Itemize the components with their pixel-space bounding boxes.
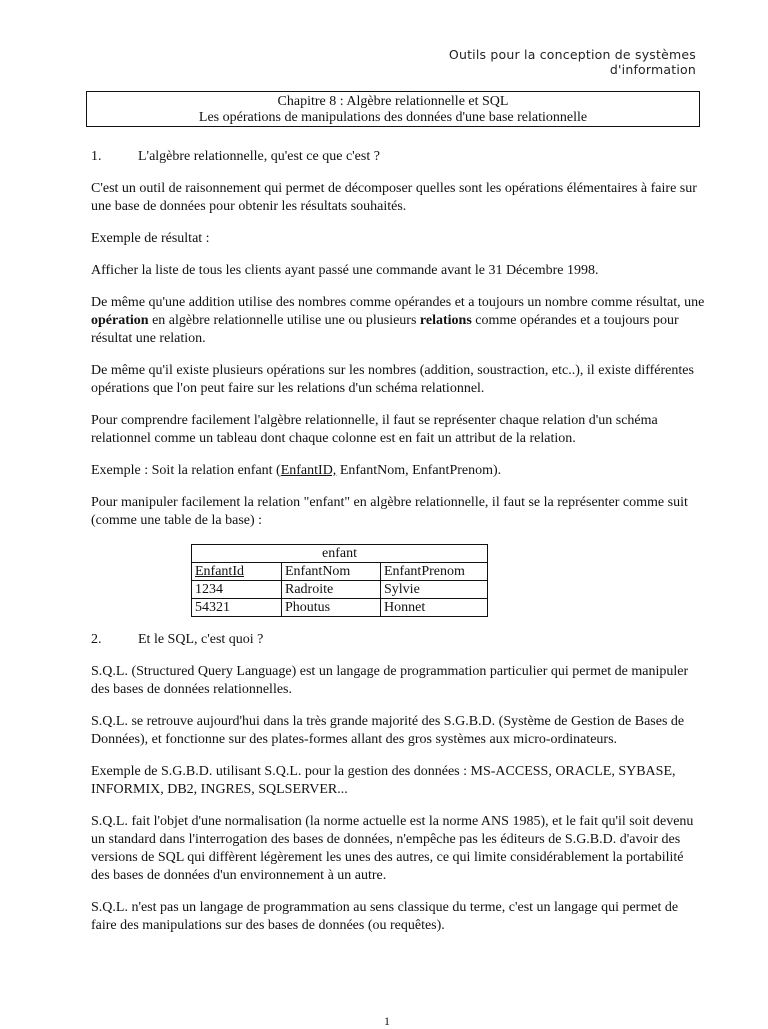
section-heading-1: [91, 148, 705, 166]
paragraph: Pour comprendre facilement l'algèbre relationnelle, il faut se représenter chaque relation d'un schéma relationnel comme un tableau dont chaque colonne est en fait un attribut de la relation.: [91, 413, 658, 446]
column-header: [192, 563, 282, 581]
paragraph: Pour manipuler facilement la relation "enfant" en algèbre relationnelle, il faut se la représenter comme suit (comme une table de la base) :: [91, 495, 688, 528]
paragraph: De même qu'il existe plusieurs opérations sur les nombres (addition, soustraction, etc..), il existe différentes opérations que l'on peut faire sur les relations d'un schéma relationnel.: [91, 363, 694, 396]
table-row: [192, 581, 488, 599]
chapter-title-box: [86, 91, 700, 127]
table-cell: Honnet: [381, 599, 488, 617]
paragraph: Exemple de résultat :: [91, 231, 210, 246]
text-span: De même qu'une addition utilise des nombres comme opérandes et a toujours un nombre comme résultat, une: [91, 295, 705, 310]
running-header: Outils pour la conception de systèmes d'information: [448, 47, 696, 77]
paragraph-relation-example: [91, 462, 705, 480]
column-header: EnfantNom: [282, 563, 381, 581]
section-heading-2: [91, 631, 705, 649]
paragraph: Afficher la liste de tous les clients ayant passé une commande avant le 31 Décembre 1998.: [91, 263, 599, 278]
table-cell: Sylvie: [381, 581, 488, 599]
paragraph: S.Q.L. (Structured Query Language) est un langage de programmation particulier qui permet de manipuler des bases de données relationnelles.: [91, 664, 689, 697]
table-caption: enfant: [192, 545, 488, 563]
text-span: EnfantNom, EnfantPrenom).: [336, 463, 502, 478]
section-title: L'algèbre relationnelle, qu'est ce que c'est ?: [138, 149, 380, 164]
text-span: Exemple : Soit la relation enfant (: [91, 463, 281, 478]
table-cell: 54321: [192, 599, 282, 617]
bold-term-operation: opération: [91, 313, 149, 328]
page-number: 1: [384, 1014, 390, 1028]
enfant-table: [191, 544, 488, 617]
text-span: en algèbre relationnelle utilise une ou plusieurs: [148, 313, 420, 328]
document-body: [91, 148, 705, 949]
primary-key-header: EnfantId: [195, 564, 244, 579]
paragraph: Exemple de S.G.B.D. utilisant S.Q.L. pour la gestion des données : MS-ACCESS, ORACLE, SYBASE, INFORMIX, DB2, INGRES, SQLSERVER...: [91, 764, 676, 797]
table-row: [192, 599, 488, 617]
paragraph: S.Q.L. fait l'objet d'une normalisation (la norme actuelle est la norme ANS 1985), et le fait qu'il soit devenu un standard dans l'interrogation des bases de données, n'empêche pas les éditeurs de S.G.B.D. d'avoir des versions de SQL qui diffèrent légèrement les unes des autres, ce qui limite considérablement la portabilité des bases de données d'un environnement à un autre.: [91, 814, 694, 883]
chapter-subtitle: Les opérations de manipulations des données d'une base relationnelle: [198, 110, 588, 125]
bold-term-relations: relations: [419, 313, 472, 328]
table-cell: Phoutus: [282, 599, 381, 617]
paragraph: C'est un outil de raisonnement qui permet de décomposer quelles sont les opérations élémentaires à faire sur une base de données pour obtenir les résultats souhaités.: [91, 181, 697, 214]
section-number: 2.: [91, 632, 102, 647]
section-number: 1.: [91, 149, 102, 164]
chapter-title: Chapitre 8 : Algèbre relationnelle et SQL: [277, 94, 509, 109]
text-span: comme opérandes et a toujours pour résultat une relation.: [91, 313, 679, 346]
paragraph-operation-definition: [91, 294, 705, 348]
table-header-row: [192, 563, 488, 581]
table-cell: 1234: [192, 581, 282, 599]
section-title: Et le SQL, c'est quoi ?: [138, 632, 264, 647]
table-cell: Radroite: [282, 581, 381, 599]
column-header: EnfantPrenom: [381, 563, 488, 581]
paragraph: S.Q.L. n'est pas un langage de programmation au sens classique du terme, c'est un langage qui permet de faire des manipulations sur des bases de données (ou requêtes).: [91, 900, 679, 933]
primary-key-attribute: EnfantID,: [280, 463, 337, 478]
paragraph: S.Q.L. se retrouve aujourd'hui dans la très grande majorité des S.G.B.D. (Système de Gestion de Bases de Données), et fonctionne sur des plates-formes allant des gros systèmes aux micro-ordinateurs.: [91, 714, 685, 747]
